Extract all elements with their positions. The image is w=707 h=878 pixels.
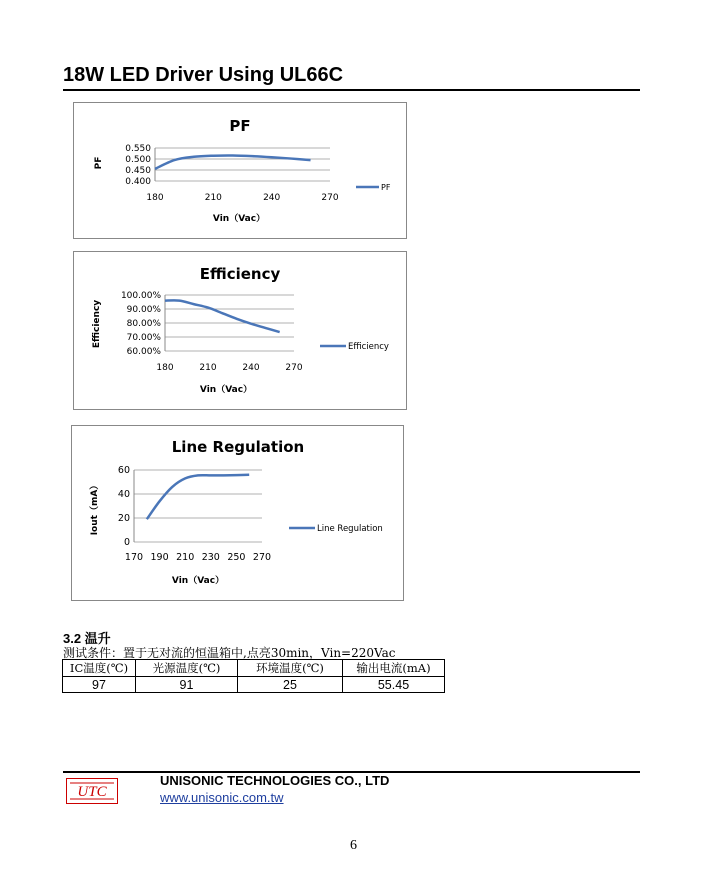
y-tick-label: 70.00%: [126, 333, 161, 343]
table-cell: 91: [136, 677, 238, 693]
x-tick-label: 240: [263, 193, 281, 203]
website-link[interactable]: www.unisonic.com.tw: [160, 790, 284, 805]
x-tick-label: 210: [176, 552, 195, 563]
x-tick-label: 180: [146, 193, 164, 203]
table-header-row: [63, 660, 445, 677]
line-regulation-chart-svg: [72, 426, 403, 600]
efficiency-chart: [73, 251, 407, 410]
table-row: [63, 677, 445, 693]
y-axis-label: PF: [94, 156, 104, 170]
x-tick-label: 230: [201, 552, 220, 563]
document-title: 18W LED Driver Using UL66C: [63, 64, 344, 86]
title-divider: [63, 89, 640, 91]
section-heading: 3.2 温升: [63, 631, 111, 646]
y-tick-label: 100.00%: [120, 291, 161, 301]
line-regulation-chart: [71, 425, 404, 601]
y-tick-label: 80.00%: [126, 319, 161, 329]
chart-title: PF: [229, 117, 251, 135]
x-axis-label: Vin（Vac）: [199, 385, 253, 395]
pf-chart-svg: [74, 103, 406, 238]
x-tick-label: 190: [150, 552, 169, 563]
x-tick-label: 170: [124, 552, 144, 563]
y-axis-label: Efficiency: [92, 299, 102, 349]
svg-text:UTC: UTC: [77, 784, 107, 800]
y-tick-label: 60: [117, 465, 130, 476]
company-name: UNISONIC TECHNOLOGIES CO., LTD: [160, 773, 390, 788]
y-tick-label: 0.450: [125, 166, 151, 176]
y-axis-label: Iout（mA）: [90, 480, 100, 536]
x-tick-label: 250: [227, 552, 246, 563]
x-tick-label: 270: [285, 363, 303, 373]
chart-title: Efficiency: [199, 265, 281, 283]
table-cell: 25: [238, 677, 343, 693]
y-tick-label: 60.00%: [126, 347, 161, 357]
table-cell: 97: [63, 677, 136, 693]
x-tick-label: 270: [252, 552, 272, 563]
page-number: 6: [350, 838, 357, 853]
y-tick-label: 0.500: [125, 155, 151, 165]
legend-label: Line Regulation: [317, 524, 383, 534]
utc-logo: [66, 778, 118, 804]
series-line-efficiency: [165, 300, 280, 332]
table-header-cell: IC温度(℃): [63, 660, 136, 677]
efficiency-chart-svg: [74, 252, 406, 409]
x-tick-label: 270: [321, 193, 339, 203]
x-axis-label: Vin（Vac）: [212, 214, 266, 224]
y-tick-label: 40: [117, 489, 130, 500]
y-tick-label: 90.00%: [126, 305, 161, 315]
y-tick-label: 0: [123, 537, 130, 548]
y-tick-label: 0.550: [125, 144, 151, 154]
table-cell: 55.45: [343, 677, 445, 693]
series-line-pf: [155, 155, 311, 168]
y-tick-label: 0.400: [125, 177, 151, 187]
x-tick-label: 210: [199, 363, 217, 373]
legend-label: PF: [381, 183, 391, 192]
x-tick-label: 210: [204, 193, 222, 203]
series-line-line-regulation: [147, 475, 249, 519]
table-header-cell: 光源温度(℃): [136, 660, 238, 677]
table-header-cell: 输出电流(mA): [343, 660, 445, 677]
chart-title: Line Regulation: [171, 438, 305, 456]
x-tick-label: 180: [156, 363, 174, 373]
pf-chart: [73, 102, 407, 239]
temperature-rise-table: [62, 659, 445, 693]
legend-label: Efficiency: [348, 342, 389, 352]
y-tick-label: 20: [117, 513, 130, 524]
utc-logo-mark: [67, 779, 117, 803]
x-tick-label: 240: [242, 363, 260, 373]
table-header-cell: 环境温度(℃): [238, 660, 343, 677]
x-axis-label: Vin（Vac）: [171, 576, 225, 586]
test-conditions: 测试条件：置于无对流的恒温箱中,点亮30min，Vin=220Vac: [63, 646, 396, 660]
